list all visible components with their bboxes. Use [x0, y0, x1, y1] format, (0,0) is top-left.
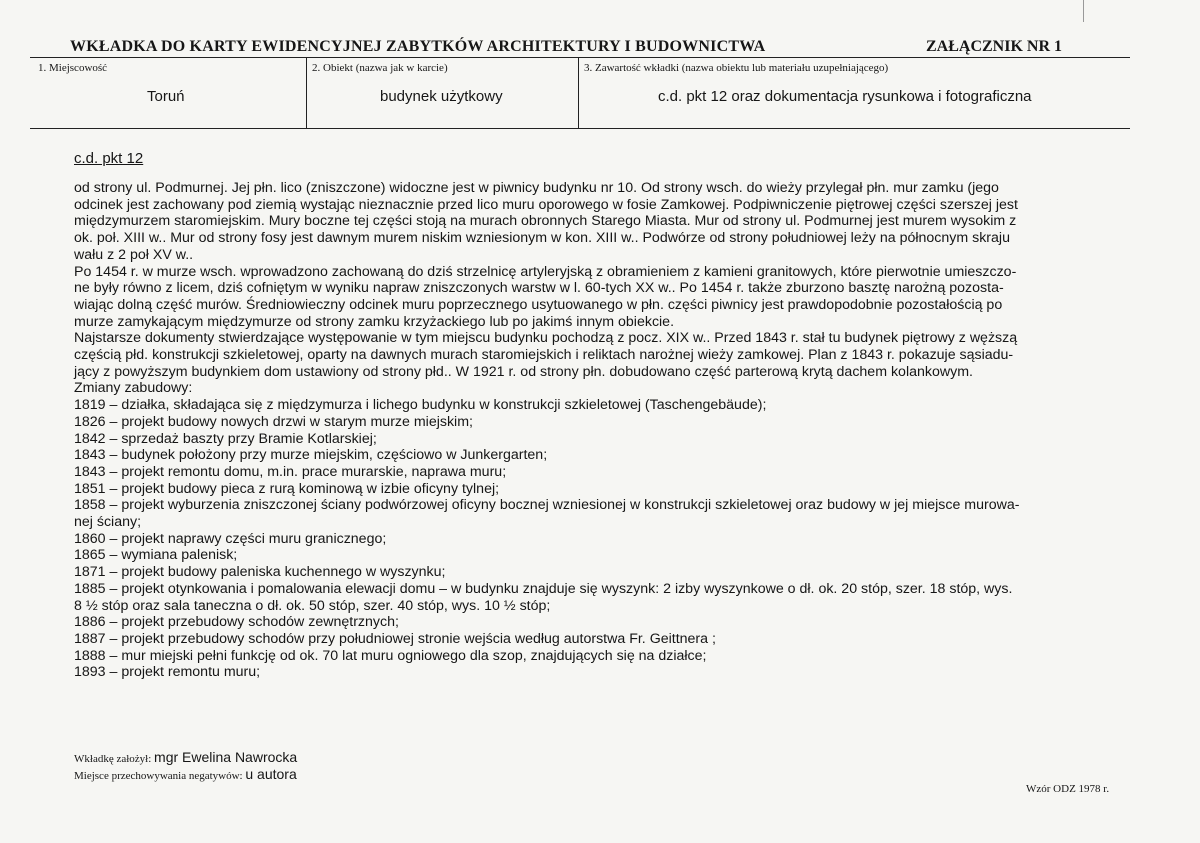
- text-line: Najstarsze dokumenty stwierdzające występowanie w tym miejscu budynku pochodzą z pocz. XIX w.. Przed 1843 r. stał tu budynek piętrowy z węższą: [74, 330, 1018, 347]
- form-template-note: Wzór ODZ 1978 r.: [1026, 783, 1110, 795]
- text-line: 1888 – mur miejski pełni funkcję od ok. 70 lat muru ogniowego dla szop, znajdujących się na działce;: [74, 647, 707, 664]
- header-bottom-rule: [30, 128, 1130, 129]
- field-value-object: budynek użytkowy: [380, 88, 503, 105]
- field-divider-2: [578, 57, 579, 128]
- form-title: WKŁADKA DO KARTY EWIDENCYJNEJ ZABYTKÓW ARCHITEKTURY I BUDOWNICTWA: [70, 38, 766, 55]
- text-line: 1843 – budynek położony przy murze miejskim, częściowo w Junkergarten;: [74, 447, 548, 464]
- text-line: 1860 – projekt naprawy części muru granicznego;: [74, 530, 387, 547]
- text-line: 1885 – projekt otynkowania i pomalowania elewacji domu – w budynku znajduje się wyszynk: 2 izby wyszynkowe o dł. ok. 20 stóp, szer. 18 stóp, wys.: [74, 580, 1013, 597]
- field-value-locality: Toruń: [147, 88, 185, 105]
- field-label-contents: 3. Zawartość wkładki (nazwa obiektu lub materiału uzupełniającego): [584, 62, 889, 74]
- text-line: 1819 – działka, składająca się z międzymurza i lichego budynku w konstrukcji szkieletowej (Taschengebäude);: [74, 397, 767, 414]
- field-label-object: 2. Obiekt (nazwa jak w karcie): [312, 62, 448, 74]
- text-line: Po 1454 r. w murze wsch. wprowadzono zachowaną do dziś strzelnicę artyleryjską z obramieniem z kamieni granitowych, które pierwotnie umieszczo-: [74, 263, 1017, 280]
- text-line: od strony ul. Podmurnej. Jej płn. lico (zniszczone) widoczne jest w piwnicy budynku nr 10. Od strony wsch. do wieży przylegał płn. mur zamku (jego: [74, 180, 999, 196]
- text-line: 1842 – sprzedaż baszty przy Bramie Kotlarskiej;: [74, 430, 377, 447]
- text-line: Zmiany zabudowy:: [74, 380, 193, 397]
- text-line: nej ściany;: [74, 514, 142, 531]
- text-line: częścią płd. konstrukcji szkieletowej, oparty na dawnych murach staromiejskich i reliktach narożnej wieży zamkowej. Plan z 1843 r. pokazuje sąsiadu-: [74, 347, 1014, 364]
- text-line: 1887 – projekt przebudowy schodów przy południowej stronie wejścia według autorstwa Fr. Geittnera ;: [74, 630, 716, 647]
- storage-label: Miejsce przechowywania negatywów:: [74, 770, 246, 782]
- text-line: międzymurzem staromiejskim. Mury boczne tej części stoją na murach obronnych Starego Miasta. Mur od strony ul. Podmurnej jest murem wysokim z: [74, 213, 1017, 230]
- text-line: ok. poł. XIII w.. Mur od strony fosy jest dawnym murem niskim wzniesionym w kon. XIII w.. Podwórze od strony południowej leży na północnym skraju: [74, 230, 1010, 247]
- header-top-rule: [30, 57, 1130, 58]
- field-label-locality: 1. Miejscowość: [38, 62, 108, 74]
- storage-value: u autora: [245, 766, 297, 782]
- section-heading: c.d. pkt 12: [74, 150, 144, 167]
- scan-mark: [1083, 0, 1084, 22]
- text-line: ne były równo z licem, dziś cofniętym w wyniku napraw zniszczonych warstw w l. 60-tych XX w.. Po 1454 r. także zburzono basztę narożną pozosta-: [74, 280, 1004, 297]
- footer-author: [74, 749, 297, 765]
- footer-storage: [74, 766, 297, 782]
- author-value: mgr Ewelina Nawrocka: [154, 749, 298, 765]
- text-line: wału z 2 poł XV w..: [74, 246, 194, 263]
- field-divider-1: [306, 57, 307, 128]
- text-line: odcinek jest zachowany pod ziemią wystając nieznacznie przed lico muru oporowego w fosie Zamkowej. Podpiwniczenie piętrowej części szerszej jest: [74, 196, 1018, 213]
- text-line: murze zamykającym międzymurze od strony zamku krzyżackiego lub po jakimś innym obiekcie.: [74, 313, 675, 330]
- text-line: 1826 – projekt budowy nowych drzwi w starym murze miejskim;: [74, 413, 473, 430]
- text-line: 1858 – projekt wyburzenia zniszczonej ściany podwórzowej oficyny bocznej wzniesionej w konstrukcji szkieletowej oraz budowy w jej miejsce murowa-: [74, 497, 1020, 514]
- text-line: 1865 – wymiana palenisk;: [74, 547, 238, 564]
- text-line: 1843 – projekt remontu domu, m.in. prace murarskie, naprawa muru;: [74, 463, 507, 480]
- field-value-contents: c.d. pkt 12 oraz dokumentacja rysunkowa i fotograficzna: [658, 88, 1032, 105]
- text-line: 1886 – projekt przebudowy schodów zewnętrznych;: [74, 614, 399, 631]
- text-line: 8 ½ stóp oraz sala taneczna o dł. ok. 50 stóp, szer. 40 stóp, wys. 10 ½ stóp;: [74, 597, 551, 614]
- body-text: [74, 180, 1134, 681]
- text-line: jący z powyższym budynkiem dom ustawiony od strony płd.. W 1921 r. od strony płn. dobudowano część parterową krytą dachem kolankowym.: [74, 363, 973, 380]
- annex-number: ZAŁĄCZNIK NR 1: [926, 38, 1063, 55]
- text-line: 1851 – projekt budowy pieca z rurą kominową w izbie oficyny tylnej;: [74, 480, 500, 497]
- text-line: 1871 – projekt budowy paleniska kuchennego w wyszynku;: [74, 564, 446, 581]
- author-label: Wkładkę założył:: [74, 753, 155, 765]
- text-line: wiając dolną część murów. Średniowieczny odcinek muru poprzecznego usytuowanego w płn. części piwnicy jest prawdopodobnie pozostałością po: [74, 296, 1003, 313]
- text-line: 1893 – projekt remontu muru;: [74, 664, 261, 681]
